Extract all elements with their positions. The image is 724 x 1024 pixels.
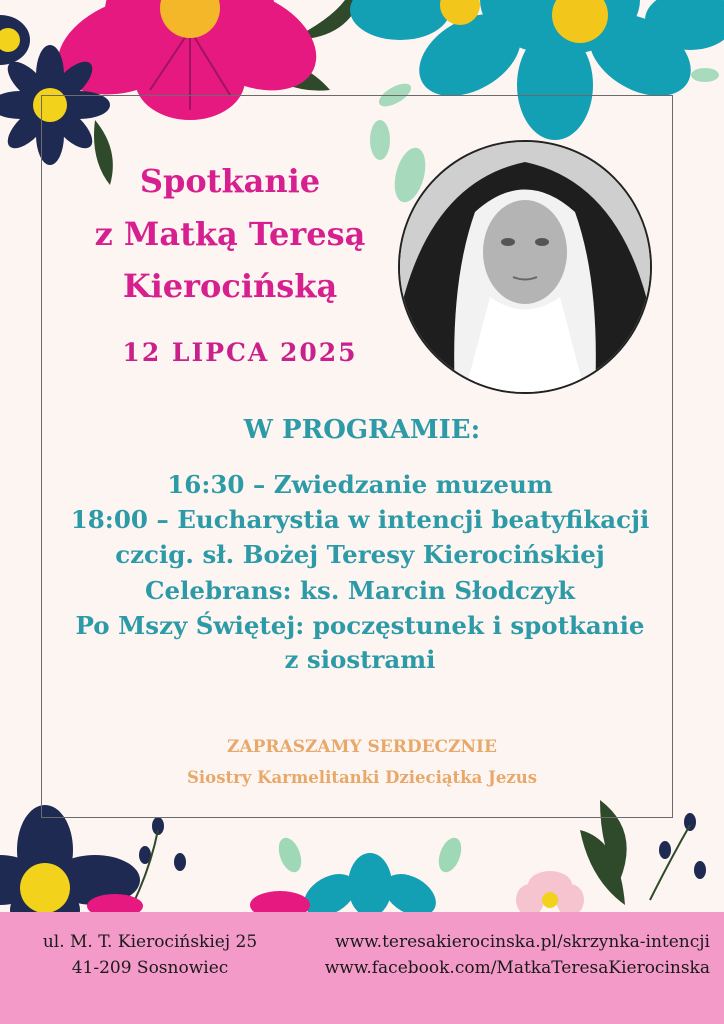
signature-text: Siostry Karmelitanki Dzieciątka Jezus [187, 768, 537, 787]
invitation-text: ZAPRASZAMY SERDECZNIE [227, 737, 497, 757]
event-date: 12 LIPCA 2025 [122, 338, 358, 367]
address-line: 41-209 Sosnowiec [71, 958, 229, 978]
program-line: 16:30 – Zwiedzanie muzeum [167, 470, 553, 499]
title-line: Kierocińską [122, 267, 338, 305]
navy-flower-icon [0, 15, 30, 65]
address-block [30, 929, 270, 981]
title-line: z Matką Teresą [94, 215, 366, 253]
program-line: z siostrami [284, 645, 436, 674]
address-line: ul. M. T. Kierocińskiej 25 [42, 932, 258, 952]
pale-flower-icon [516, 871, 584, 916]
portrait-photo [398, 140, 652, 394]
program-line: 18:00 – Eucharystia w intencji beatyfikacji [70, 505, 650, 534]
links-block [270, 929, 720, 981]
program-line: Po Mszy Świętej: poczęstunek i spotkanie [75, 611, 645, 640]
facebook-link[interactable]: www.facebook.com/MatkaTeresaKierocinska [324, 958, 710, 978]
program-heading: W PROGRAMIE: [243, 415, 481, 445]
nun-portrait-icon [400, 142, 650, 392]
title-line: Spotkanie [139, 162, 321, 200]
program-line: czcig. sł. Bożej Teresy Kierocińskiej [115, 540, 605, 569]
website-link[interactable]: www.teresakierocinska.pl/skrzynka-intencji [335, 932, 710, 952]
program-line: Celebrans: ks. Marcin Słodczyk [144, 576, 575, 605]
